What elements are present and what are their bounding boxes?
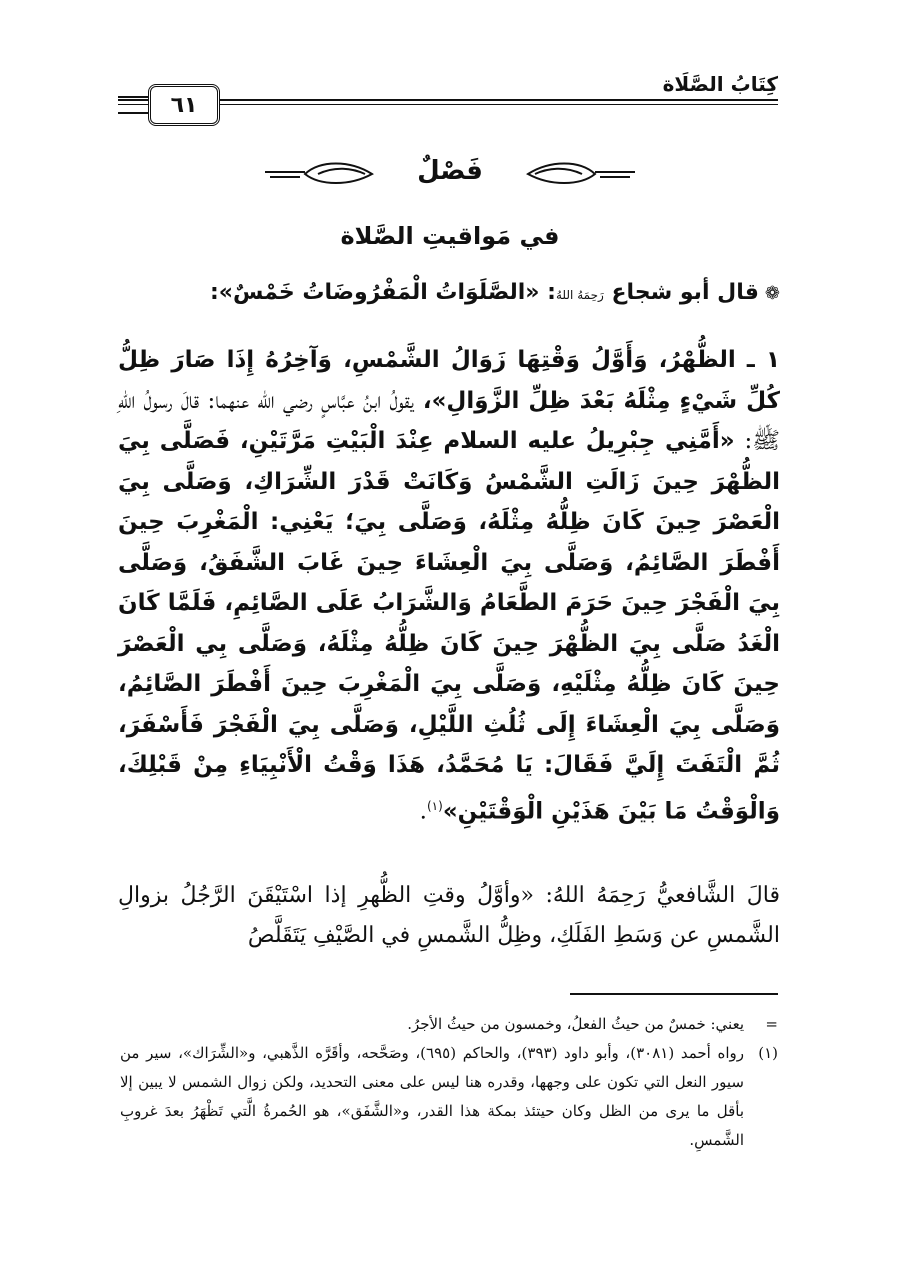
hadith-narrator: يقولُ ابنُ عبَّاسٍ رضي الله عنهما: قالَ رسولُ اللهِ ﷺ: xyxy=(118,387,780,454)
hadith-part-2: «أَمَّنِي جِبْرِيلُ عليه السلام عِنْدَ الْبَيْتِ مَرَّتَيْنِ، فَصَلَّى بِيَ الظُّهْرَ حِينَ زَالَتِ الشَّمْسُ وَكَانَتْ قَدْرَ الشِّرَاكِ، وَصَلَّى بِيَ الْعَصْرَ حِينَ كَانَ ظِلُّهُ مِثْلَهُ، وَصَلَّى بِيَ؛ يَعْنِي: الْمَغْرِبَ حِينَ أَفْطَرَ الصَّائِمُ، وَصَلَّى بِيَ الْعِشَاءَ حِينَ غَابَ الشَّفَقُ، وَصَلَّى بِيَ الْفَجْرَ حِينَ حَرَمَ الطَّعَامُ وَالشَّرَابُ عَلَى الصَّائِمِ، فَلَمَّا كَانَ الْغَدُ صَلَّى بِيَ الظُّهْرَ حِينَ كَانَ ظِلُّهُ مِثْلَهُ، وَصَلَّى بِي الْعَصْرَ حِينَ كَانَ ظِلُّهُ مِثْلَيْهِ، وَصَلَّى بِيَ الْمَغْرِبَ حِينَ أَفْطَرَ الصَّائِمُ، وَصَلَّى بِيَ الْعِشَاءَ إِلَى ثُلُثِ اللَّيْلِ، وَصَلَّى بِيَ الْفَجْرَ فَأَسْفَرَ، ثُمَّ الْتَفَتَ إِلَيَّ فَقَالَ: يَا مُحَمَّدُ، هَذَا وَقْتُ الْأَنْبِيَاءِ مِنْ قَبْلِكَ، وَالْوَقْتُ مَا بَيْنَ هَذَيْنِ الْوَقْتَيْنِ» xyxy=(118,428,780,825)
matn-text: : «الصَّلَوَاتُ الْمَفْرُوضَاتُ خَمْسٌ»: xyxy=(210,280,556,305)
chapter-title: كِتَابُ الصَّلَاة xyxy=(662,72,778,96)
hadith-end: . xyxy=(419,798,427,825)
hadith-paragraph xyxy=(118,340,780,832)
page-number: ٦١ xyxy=(148,84,220,126)
footnote-1 xyxy=(120,1039,778,1155)
footnote-separator xyxy=(570,993,778,995)
footnote-text: رواه أحمد (٣٠٨١)، وأبو داود (٣٩٣)، والحاكم (٦٩٥)، وصَحَّحه، وأقَرَّه الذَّهبي، و«الشِّرَاك»، سير من سيور النعل التي تكون على وجهها، وقدره هنا ليس على معنى التحديد، ولكن زوال الشمس لا يبين إلا بأقل ما يرى من الظل وكان حيتئذ بمكة هذا القدر، و«الشَّفَق»، هو الحُمرةُ الَّتي تَظْهَرُ بعدَ غروبِ الشَّمسِ. xyxy=(120,1044,744,1149)
section-subheading: في مَواقيتِ الصَّلاة xyxy=(340,222,560,250)
footnotes xyxy=(120,1010,778,1155)
flower-icon: ❁ xyxy=(764,283,780,304)
section-title: فَصْلٌ xyxy=(417,156,483,186)
footnote-continued xyxy=(120,1010,778,1039)
honorific: رَحِمَهُ اللهُ xyxy=(555,288,604,302)
footnote-text: يعني: خمسٌ من حيثُ الفعلُ، وخمسون من حيثُ الأجرُ. xyxy=(407,1015,744,1033)
header-rule-ornament xyxy=(118,96,148,114)
speaker: قال أبو شجاع xyxy=(611,280,759,305)
shafii-paragraph: قالَ الشَّافعيُّ رَحِمَهُ اللهُ: «وأوَّلُ وقتِ الظُّهرِ إذا اسْتَيْقَنَ الرَّجُلُ بزوالِ الشَّمسِ عن وَسَطِ الفَلَكِ، وظِلُّ الشَّمسِ في الصَّيْفِ يَتَقَلَّصُ xyxy=(118,883,780,948)
footnote-reference[interactable]: (١) xyxy=(426,798,443,813)
footnote-marker: (١) xyxy=(758,1044,778,1062)
footnote-marker: = xyxy=(765,1015,778,1033)
hadith-part-1: ١ ـ الظُّهْرُ، وَأَوَّلُ وَقْتِهَا زَوَالُ الشَّمْسِ، وَآخِرُهُ إِذَا صَارَ ظِلُّ كُلِّ شَيْءٍ مِثْلَهُ بَعْدَ ظِلِّ الزَّوَالِ»، xyxy=(118,347,780,414)
matn-quote xyxy=(120,280,780,305)
